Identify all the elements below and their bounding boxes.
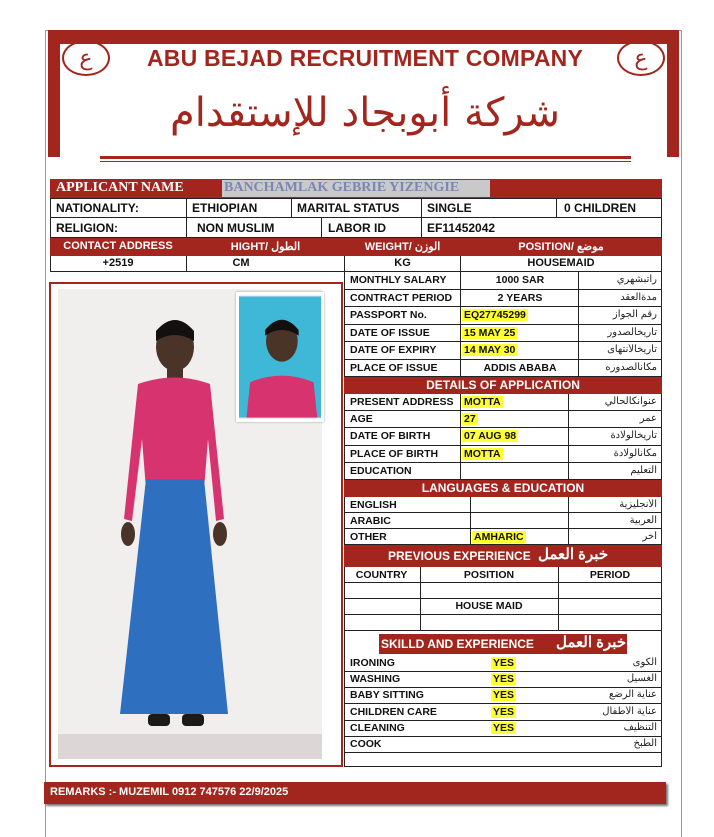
passport-photo-blouse bbox=[246, 376, 317, 418]
table-rule bbox=[460, 342, 461, 360]
table-rule bbox=[558, 567, 559, 631]
row-value: 27 bbox=[464, 413, 476, 426]
contact-address-value: +2519 bbox=[102, 257, 134, 269]
table-rule bbox=[460, 272, 461, 290]
table-rule bbox=[344, 427, 662, 428]
nationality-label: NATIONALITY: bbox=[56, 201, 139, 215]
row-arabic-label: رقم الجواز bbox=[612, 309, 657, 320]
table-rule bbox=[661, 497, 662, 513]
table-rule bbox=[661, 446, 662, 463]
row-label: DATE OF BIRTH bbox=[350, 430, 431, 443]
table-rule bbox=[568, 428, 569, 445]
table-rule bbox=[470, 513, 471, 529]
marital-status-value: SINGLE bbox=[427, 201, 472, 215]
skill-arabic-label: عناية الأطفال bbox=[602, 705, 657, 717]
row-label: ARABIC bbox=[350, 515, 391, 527]
table-rule bbox=[661, 411, 662, 428]
row-value: EQ27745299 bbox=[464, 309, 526, 321]
applicant-name-value: BANCHAMLAK GEBRIE YIZENGIE bbox=[222, 180, 490, 197]
row-label: PRESENT ADDRESS bbox=[350, 396, 454, 408]
experience-header-label: PREVIOUS EXPERIENCE bbox=[388, 549, 531, 563]
row-arabic-label: التعليم bbox=[630, 464, 657, 476]
table-rule bbox=[460, 360, 461, 378]
table-rule bbox=[661, 513, 662, 529]
skill-value: YES bbox=[493, 673, 515, 686]
photo-right-shoe bbox=[182, 714, 204, 726]
table-rule bbox=[344, 703, 662, 704]
table-rule bbox=[661, 394, 662, 411]
remarks-text: REMARKS :- MUZEMIL 0912 747576 22/9/2025 bbox=[50, 786, 289, 798]
table-rule bbox=[344, 582, 662, 583]
row-arabic-label: مكانالصدوره bbox=[605, 361, 657, 373]
nationality-value: ETHIOPIAN bbox=[192, 201, 258, 215]
row-arabic-label: راتبشهري bbox=[616, 274, 657, 285]
row-value: ADDIS ABABA bbox=[483, 361, 557, 374]
table-rule bbox=[344, 720, 662, 721]
skill-arabic-label: الكوى bbox=[632, 657, 657, 668]
table-rule bbox=[420, 567, 421, 631]
col-divider bbox=[291, 198, 292, 218]
table-rule bbox=[661, 360, 662, 378]
table-rule bbox=[661, 463, 662, 480]
table-rule bbox=[470, 497, 471, 513]
table-rule bbox=[344, 528, 662, 529]
experience-column-header: PERIOD bbox=[589, 569, 631, 581]
skill-value: YES bbox=[493, 721, 515, 734]
skill-label: COOK bbox=[350, 738, 382, 750]
table-rule bbox=[661, 290, 662, 308]
table-rule bbox=[344, 272, 345, 290]
row-value: 1000 SAR bbox=[495, 274, 545, 286]
table-rule bbox=[578, 272, 579, 290]
row-arabic-label: مدةالعقد bbox=[620, 291, 657, 303]
header-left-bar bbox=[48, 30, 60, 157]
languages-header-label: LANGUAGES & EDUCATION bbox=[421, 481, 585, 495]
table-rule bbox=[344, 445, 662, 446]
row-arabic-label: آخر bbox=[642, 531, 657, 542]
table-rule bbox=[568, 411, 569, 428]
table-rule bbox=[661, 325, 662, 343]
skill-label: CLEANING bbox=[350, 721, 405, 734]
table-rule bbox=[568, 463, 569, 480]
photo-floor bbox=[58, 734, 322, 759]
height-header-label: HIGHT/ الطول bbox=[230, 241, 301, 253]
table-rule bbox=[344, 512, 662, 513]
table-rule bbox=[460, 290, 461, 308]
row-label: PLACE OF ISSUE bbox=[350, 361, 438, 374]
table-rule bbox=[344, 497, 345, 513]
row-label: OTHER bbox=[350, 531, 387, 543]
table-rule bbox=[344, 462, 662, 463]
row-value: AMHARIC bbox=[474, 531, 524, 543]
table-rule bbox=[460, 463, 461, 480]
table-rule bbox=[661, 529, 662, 545]
photo-left-hand bbox=[121, 522, 135, 546]
table-rule bbox=[460, 325, 461, 343]
row-label: DATE OF ISSUE bbox=[350, 326, 430, 339]
table-rule bbox=[344, 736, 662, 737]
table-rule bbox=[578, 360, 579, 378]
company-logo-left: ع bbox=[62, 40, 110, 76]
position-header-label: POSITION/ موضع bbox=[518, 241, 604, 253]
company-logo-right: ع bbox=[617, 40, 665, 76]
table-rule bbox=[344, 671, 662, 672]
company-name-ar: شركة أبوبجاد للإستقدام bbox=[169, 90, 561, 136]
experience-cell: HOUSE MAID bbox=[455, 600, 523, 612]
skill-arabic-label: الطبخ bbox=[633, 738, 657, 749]
skill-label: CHILDREN CARE bbox=[350, 705, 437, 718]
table-rule bbox=[568, 513, 569, 529]
row-label: DATE OF EXPIRY bbox=[350, 344, 437, 356]
row-label: EDUCATION bbox=[350, 464, 412, 477]
row-label: MONTHLY SALARY bbox=[350, 274, 447, 286]
row-label: PASSPORT No. bbox=[350, 309, 427, 321]
table-rule bbox=[344, 342, 345, 360]
skill-value: YES bbox=[493, 689, 515, 702]
row-label: PLACE OF BIRTH bbox=[350, 447, 439, 460]
row-value: 07 AUG 98 bbox=[464, 430, 517, 443]
photo-right-hand bbox=[213, 522, 227, 546]
table-rule bbox=[568, 529, 569, 545]
header-right-bar bbox=[667, 30, 679, 157]
table-rule bbox=[344, 529, 345, 545]
row-value: 15 MAY 25 bbox=[464, 326, 516, 339]
row-value: MOTTA bbox=[464, 396, 501, 408]
skill-value: YES bbox=[493, 705, 515, 718]
row-arabic-label: عنوانكالحالي bbox=[604, 396, 657, 407]
skill-label: IRONING bbox=[350, 657, 395, 669]
table-rule bbox=[344, 752, 662, 753]
children-value: 0 CHILDREN bbox=[564, 201, 637, 215]
religion-value: NON MUSLIM bbox=[197, 221, 275, 235]
weight-header-label: WEIGHT/ الوزن bbox=[364, 241, 441, 253]
table-rule bbox=[344, 360, 345, 378]
experience-header-arabic: خبرة العمل bbox=[538, 546, 609, 563]
religion-label: RELIGION: bbox=[56, 221, 118, 235]
table-rule bbox=[470, 529, 471, 545]
skill-arabic-label: التنظيف bbox=[623, 721, 657, 733]
row-arabic-label: تاريخالولادة bbox=[610, 430, 657, 442]
header-top-bar bbox=[48, 30, 678, 44]
photo-left-shoe bbox=[148, 714, 170, 726]
row-label: ENGLISH bbox=[350, 499, 397, 511]
skill-label: BABY SITTING bbox=[350, 689, 424, 702]
skills-header-label: SKILLD AND EXPERIENCE bbox=[381, 637, 534, 651]
table-rule bbox=[344, 428, 345, 445]
table-rule bbox=[661, 342, 662, 360]
col-divider bbox=[321, 218, 322, 238]
table-rule bbox=[661, 428, 662, 445]
table-rule bbox=[344, 614, 662, 615]
table-rule bbox=[460, 428, 461, 445]
row-arabic-label: العربية bbox=[629, 515, 657, 526]
experience-column-header: COUNTRY bbox=[355, 569, 408, 581]
row-arabic-label: مكانالولادة bbox=[613, 447, 657, 459]
row-arabic-label: الأنجليزية bbox=[619, 499, 657, 510]
header-divider-thin bbox=[100, 161, 631, 162]
table-rule bbox=[568, 394, 569, 411]
row-arabic-label: عمر bbox=[639, 413, 657, 425]
row-value: MOTTA bbox=[464, 447, 501, 460]
applicant-passport-photo bbox=[236, 292, 324, 422]
table-rule bbox=[344, 341, 662, 342]
marital-status-label: MARITAL STATUS bbox=[297, 201, 400, 215]
row-arabic-label: تاريخالصدور bbox=[607, 326, 657, 338]
row-label: AGE bbox=[350, 413, 373, 426]
contact-header-label: CONTACT ADDRESS bbox=[63, 240, 173, 252]
skills-header-arabic: خبرة العمل bbox=[556, 634, 627, 651]
table-rule bbox=[568, 446, 569, 463]
table-rule bbox=[344, 359, 662, 360]
table-rule bbox=[344, 289, 662, 290]
height-value: CM bbox=[232, 257, 250, 269]
table-rule bbox=[344, 324, 662, 325]
row-value: 2 YEARS bbox=[497, 291, 543, 304]
labor-id-label: LABOR ID bbox=[328, 221, 386, 235]
table-rule bbox=[578, 307, 579, 325]
table-rule bbox=[344, 307, 345, 325]
table-rule bbox=[578, 342, 579, 360]
weight-value: KG bbox=[394, 257, 411, 269]
header-divider bbox=[100, 156, 631, 159]
row-arabic-label: تاريخالأنتهاى bbox=[607, 344, 657, 355]
table-rule bbox=[460, 307, 461, 325]
table-rule bbox=[578, 325, 579, 343]
table-rule bbox=[460, 411, 461, 428]
table-rule bbox=[344, 446, 345, 463]
labor-id-value: EF11452042 bbox=[427, 221, 496, 235]
skill-value: YES bbox=[493, 657, 515, 669]
table-rule bbox=[344, 325, 345, 343]
table-rule bbox=[460, 394, 461, 411]
table-rule bbox=[344, 394, 345, 411]
company-name-en: ABU BEJAD RECRUITMENT COMPANY bbox=[147, 45, 583, 71]
table-rule bbox=[344, 513, 345, 529]
table-rule bbox=[460, 446, 461, 463]
details-header-label: DETAILS OF APPLICATION bbox=[426, 378, 580, 392]
table-rule bbox=[344, 306, 662, 307]
table-rule bbox=[344, 410, 662, 411]
col-divider bbox=[556, 198, 557, 218]
table-rule bbox=[344, 687, 662, 688]
table-rule bbox=[344, 463, 345, 480]
skill-arabic-label: الغسيل bbox=[626, 673, 657, 685]
row-value: 14 MAY 30 bbox=[464, 344, 516, 356]
applicant-name-label: APPLICANT NAME bbox=[56, 180, 184, 195]
skill-label: WASHING bbox=[350, 673, 401, 686]
table-rule bbox=[344, 411, 345, 428]
experience-column-header: POSITION bbox=[463, 569, 515, 581]
table-rule bbox=[568, 497, 569, 513]
table-rule bbox=[344, 290, 345, 308]
row-label: CONTRACT PERIOD bbox=[350, 291, 453, 304]
table-rule bbox=[661, 272, 662, 290]
table-rule bbox=[661, 307, 662, 325]
skill-arabic-label: عناية الرضع bbox=[608, 689, 657, 701]
table-rule bbox=[578, 290, 579, 308]
position-value: HOUSEMAID bbox=[527, 257, 595, 269]
table-rule bbox=[344, 598, 662, 599]
